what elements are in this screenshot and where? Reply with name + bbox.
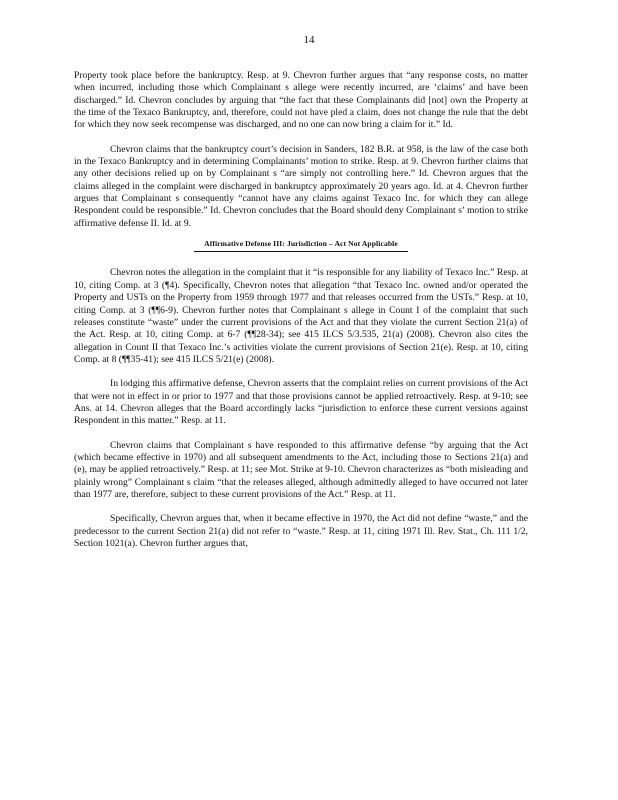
paragraph-waste-definition: Specifically, Chevron argues that, when it became effective in 1970, the Act did not define “waste,” and the predecessor to the current Section 21(a) did not refer to “waste.” Resp. at 11, citing 1971 Ill. Rev. Stat., Ch. 111 1/2, Section 1021(a). Chevron further argues that, — [74, 513, 528, 549]
section-heading-text: Affirmative Defense III: Jurisdiction – Act Not Applicable — [194, 238, 408, 252]
paragraph-law-of-case: Chevron claims that the bankruptcy court’s decision in Sanders, 182 B.R. at 958, is the law of the case both in the Texaco Bankruptcy and in determining Complainants’ motion to strike. Resp. at 9. Chevron further claims that any other decisions relied up on by Complainant s “are simply not controlling here.” Id. Chevron argues that the claims alleged in the complaint were discharged in bankruptcy approximately 20 years ago. Id. at 4. Chevron further argues that Complainant s consequently “cannot have any claims against Texaco Inc. for which they can allege Respondent could be responsible.” Id. Chevron concludes that the Board should deny Complainant s’ motion to strike affirmative defense II. Id. at 9. — [74, 143, 528, 229]
paragraph-allegation: Chevron notes the allegation in the complaint that it “is responsible for any liability of Texaco Inc.” Resp. at 10, citing Comp. at 3 (¶4). Specifically, Chevron notes that allegation “that Texaco Inc. owned and/or operated the Property and USTs on the Property from 1959 through 1977 and that releases occurred from the USTs.” Resp. at 10, citing Comp. at 3 (¶¶6-9). Chevron further notes that Complainant s allege in Count I of the complaint that such releases constitute “waste” under the current provisions of the Act and that they violate the current Section 21(a) of the Act. Resp. at 10, citing Comp. at 6-7 (¶¶28-34); see 415 ILCS 5/3.535, 21(a) (2008). Chevron also cites the allegation in Count II that Texaco Inc.’s activities violate the current provisions of Section 21(e). Resp. at 10, citing Comp. at 8 (¶¶35-41); see 415 ILCS 5/21(e) (2008). — [74, 267, 528, 365]
page-number: 14 — [303, 34, 315, 46]
paragraph-continued: Property took place before the bankruptcy. Resp. at 9. Chevron further argues that “any response costs, no matter when incurred, including those which Complainant s allege were recently incurred, are ‘claims’ and have been discharged.” Id. Chevron concludes by arguing that “the fact that these Complainants did [not] own the Property at the time of the Texaco Bankruptcy, and, therefore, could not have pled a claim, does not change the rule that the debt for which they now seek recompense was discharged, and no one can now bring a claim for it.” Id. — [74, 70, 528, 131]
paragraph-complainant-response: Chevron claims that Complainant s have responded to this affirmative defense “by arguing that the Act (which became effective in 1970) and all subsequent amendments to the Act, including those to Sections 21(a) and (e), may be applied retroactively.” Resp. at 11; see Mot. Strike at 9-10. Chevron characterizes as “both misleading and plainly wrong” Complainant s claim “that the releases alleged, although admittedly alleged to have occurred not later than 1977 are, therefore, subject to these current provisions of the Act.” Resp. at 11. — [74, 439, 528, 500]
document-body — [74, 70, 528, 550]
section-heading — [74, 238, 528, 252]
paragraph-retroactive: In lodging this affirmative defense, Chevron asserts that the complaint relies on current provisions of the Act that were not in effect in or prior to 1977 and that those provisions cannot be applied retroactively. Resp. at 9-10; see Ans. at 14. Chevron alleges that the Board accordingly lacks “jurisdiction to enforce these current versions against Respondent in this matter.” Resp. at 11. — [74, 378, 528, 427]
